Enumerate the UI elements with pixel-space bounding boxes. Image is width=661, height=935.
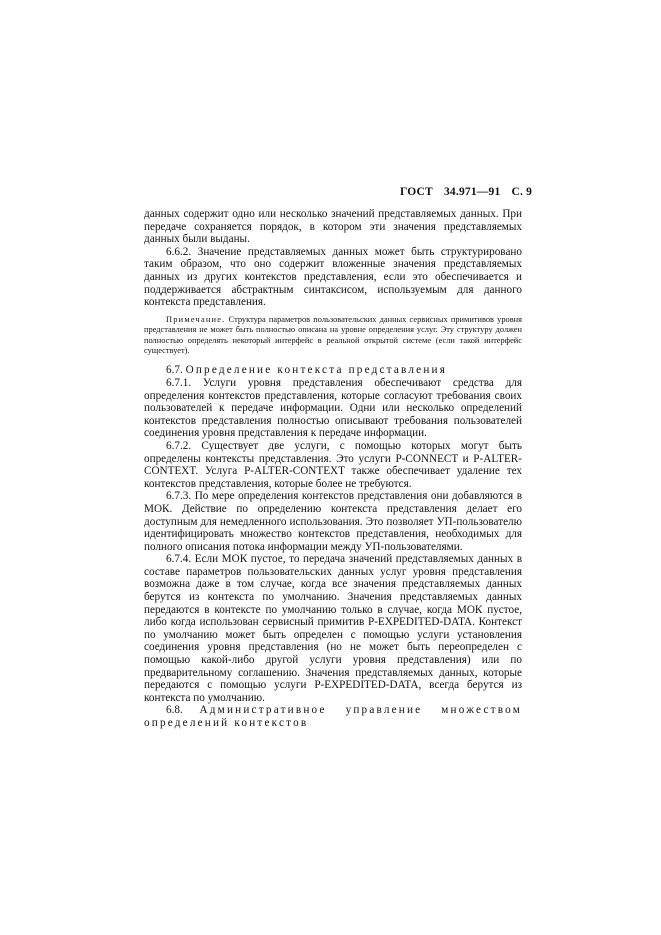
paragraph-continuation: данных содержит одно или несколько значений представляемых данных. При передаче сохраняется порядок, в котором эти значения представляемых данных были выданы.	[144, 208, 522, 246]
body-text	[144, 208, 522, 730]
section-6-7-number: 6.7.	[166, 364, 183, 377]
paragraph-6-7-2: 6.7.2. Существует две услуги, с помощью которых могут быть определены контексты представления. Это услуги P-CONNECT и P-ALTER-CONTEXT. Услуга P-ALTER-CONTEXT также обеспечивает удаление тех контекстов представления, которые более не требуются.	[144, 439, 522, 490]
header-standard: ГОСТ	[400, 186, 433, 198]
section-6-7-title: Определение контекста представления	[185, 364, 448, 377]
note-text: Структура параметров пользовательских данных сервисных примитивов уровня представления не может быть полностью описана на уровне определения услуг. Эту структуру должен полностью определять некоторый интерфейс в реальной открытой системе (если такой интерфейс существует).	[144, 314, 523, 355]
note-label: Примечание.	[166, 314, 226, 324]
page-header	[400, 186, 540, 198]
paragraph-6-7-3: 6.7.3. По мере определения контекстов представления они добавляются в МОК. Действие по определению контекста представления делает его доступным для немедленного использования. Это позволяет УП-пользователю идентифицировать множество контекстов представления, необходимых для полного описания потока информации между УП-пользователями.	[144, 490, 522, 553]
header-number: 34.971—91	[443, 186, 501, 198]
paragraph-6-7-4: 6.7.4. Если МОК пустое, то передача значений представляемых данных в составе параметров пользовательских данных услуг уровня представления возможна даже в том случае, когда все значения представляемых данных берутся из контекста по умолчанию. Значения представляемых данных передаются в контексте по умолчанию только в случае, когда МОК пустое, либо когда использован сервисный примитив P-EXPEDITED-DATA. Контекст по умолчанию может быть определен с помощью услуги установления соединения уровня представления (но не может быть переопределен с помощью какой-либо другой услуги уровня представления) или по предварительному соглашению. Значения представляемых данных, которые передаются с помощью услуги P-EXPEDITED-DATA, всегда берутся из контекста по умолчанию.	[144, 553, 522, 704]
header-page: С. 9	[511, 186, 533, 198]
paragraph-6-6-2: 6.6.2. Значение представляемых данных может быть структурировано таким образом, что оно содержит вложенные значения представляемых данных из других контекстов представления, если это обеспечивается и поддерживается абстрактным синтаксисом, используемым для данного контекста представления.	[144, 245, 522, 309]
section-6-8-heading	[144, 704, 522, 729]
note	[144, 315, 522, 357]
section-6-7-heading	[144, 364, 522, 377]
paragraph-6-7-1: 6.7.1. Услуги уровня представления обеспечивают средства для определения контекстов представления, которые согласуют требования своих пользователей к передаче информации. Одни или несколько определений контекстов представления полностью описывают требования пользователей соединения уровня представления к передаче информации.	[144, 376, 522, 440]
section-6-8-title: Административное управление множеством определений контекстов	[144, 704, 522, 729]
section-6-8-number: 6.8.	[166, 704, 183, 717]
